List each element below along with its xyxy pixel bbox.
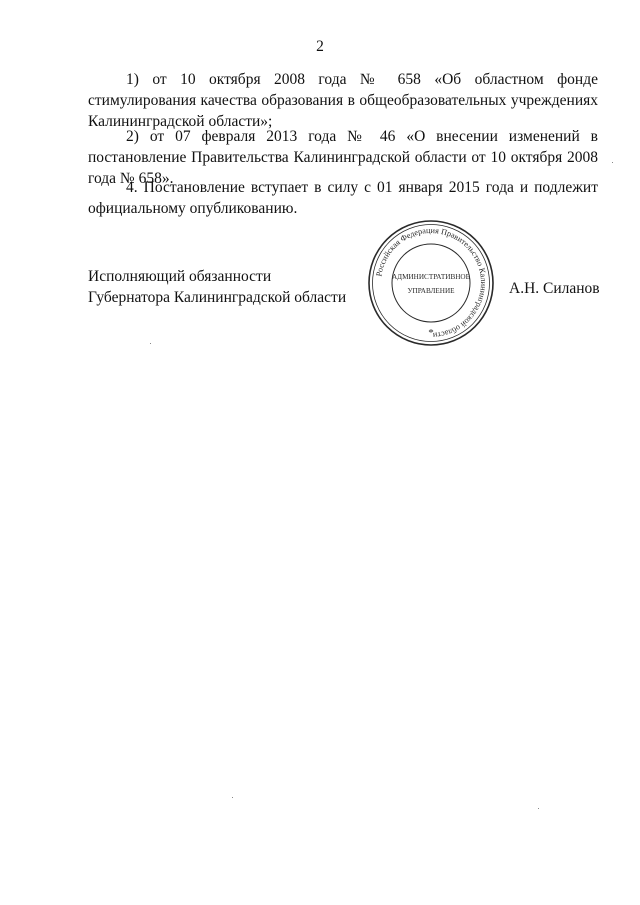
seal-outer-text: Российская Федерация Правительство Калининградской области (374, 225, 489, 340)
scan-speck (538, 808, 539, 809)
scan-speck (150, 343, 151, 344)
seal-outer-ring-inner (373, 225, 490, 342)
seal-inner-line-1: АДМИНИСТРАТИВНОЕ (391, 273, 471, 281)
signatory-position-line-1: Исполняющий обязанности (88, 268, 272, 285)
signatory-name: А.Н. Силанов (509, 280, 600, 297)
official-seal (367, 219, 495, 347)
signatory-position (88, 266, 346, 308)
scan-speck (612, 162, 613, 163)
paragraph-item-2: 2) от 07 февраля 2013 года № 46 «О внесении изменений в постановление Правительства Калининградской области от 10 октября 2008 года № 658». (88, 128, 598, 187)
paragraph-item-4: 4. Постановление вступает в силу с 01 января 2015 года и подлежит официальному опубликованию. (88, 179, 598, 217)
seal-star: * (428, 327, 434, 339)
seal-inner-ring (392, 244, 470, 322)
scan-speck (232, 797, 233, 798)
page-number: 2 (316, 38, 324, 55)
paragraph-item-1: 1) от 10 октября 2008 года № 658 «Об областном фонде стимулирования качества образования в общеобразовательных учреждениях Калининградской области»; (88, 71, 598, 130)
seal-inner-line-2: УПРАВЛЕНИЕ (407, 287, 455, 295)
signatory-position-line-2: Губернатора Калининградской области (88, 289, 347, 306)
